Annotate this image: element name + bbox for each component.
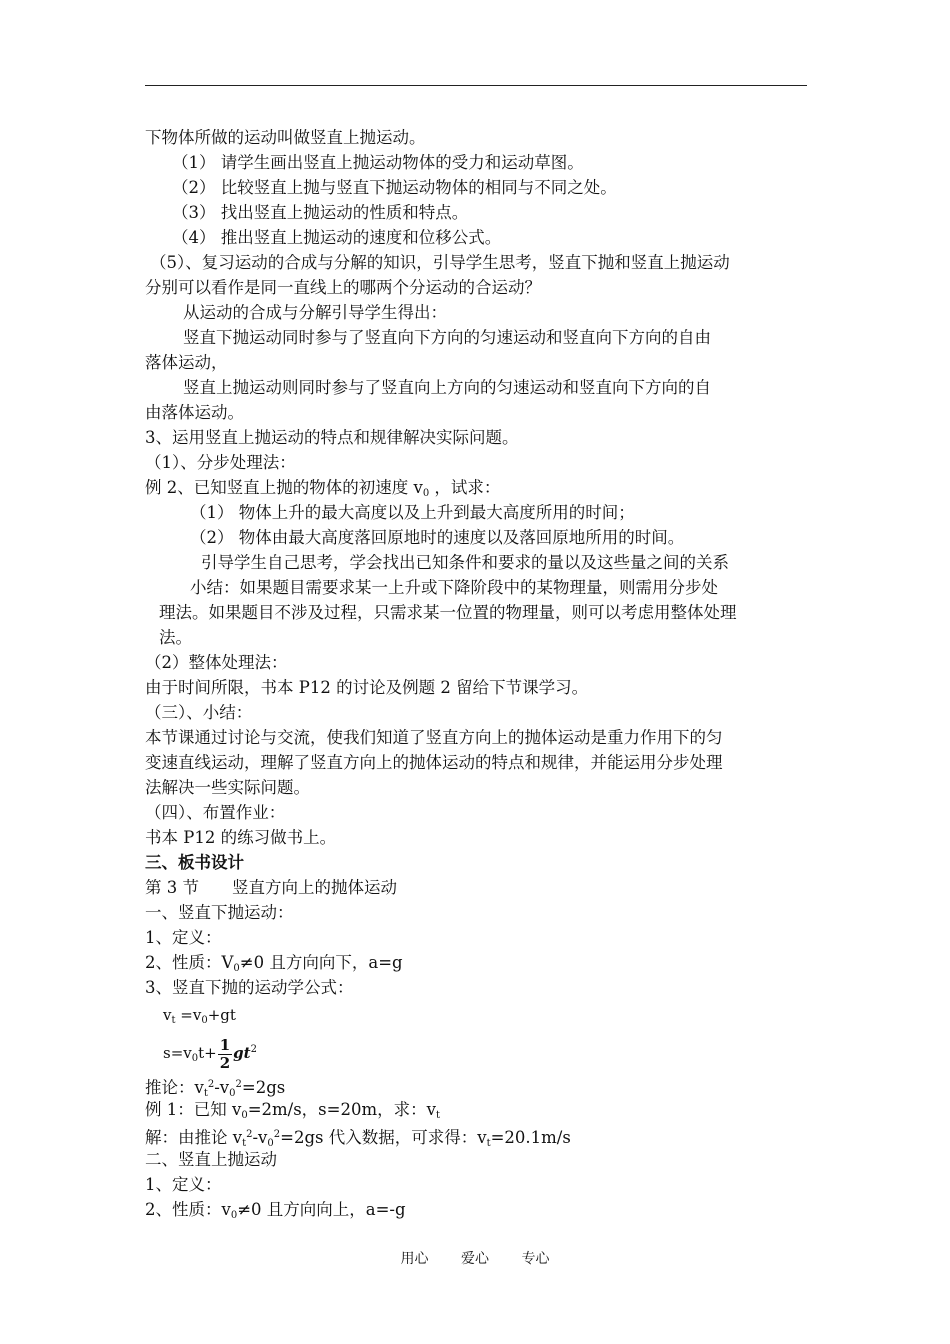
text-line: （1） 请学生画出竖直上抛运动物体的受力和运动草图。 [172,153,584,172]
text-run: 例 2、已知竖直上抛的物体的初速度 v [145,478,423,497]
text-line: （1） 物体上升的最大高度以及上升到最大高度所用的时间； [190,503,635,522]
subscript: 0 [267,1138,274,1149]
text-line: （四）、布置作业： [145,803,286,822]
subscript: t [435,1110,440,1121]
text-run: ≠0 且方向向上，a=-g [237,1200,406,1219]
text-line: （2） 比较竖直上抛与竖直下抛运动物体的相同与不同之处。 [172,178,617,197]
subscript: 0 [230,1210,238,1221]
text-run: =2m/s，s=20m，求：v [247,1100,436,1119]
section-heading: 三、板书设计 [145,853,244,872]
subscript: t [171,1015,176,1026]
subscript: 0 [191,1053,199,1064]
subscript: t [486,1138,491,1149]
subscript: 0 [422,488,430,499]
text-line: （2） 物体由最大高度落回原地时的速度以及落回原地所用的时间。 [190,528,685,547]
text-line: 1、定义： [145,1175,222,1194]
formula-s [163,1030,257,1070]
text-run: -v [252,1128,268,1147]
subscript: 0 [233,963,240,974]
header-rule [145,85,807,86]
text-run: gt [233,1044,251,1062]
subscript: 0 [201,1015,208,1026]
text-run: 例 1：已知 v [145,1100,242,1119]
formula-vt [163,1003,236,1033]
text-run: +gt [207,1006,236,1024]
text-line: 3、竖直下抛的运动学公式： [145,978,354,997]
superscript: 2 [246,1129,253,1140]
text-line: 分别可以看作是同一直线上的哪两个分运动的合运动？ [145,278,541,297]
text-line: 由于时间所限，书本 P12 的讨论及例题 2 留给下节课学习。 [145,678,589,697]
text-line: （4） 推出竖直上抛运动的速度和位移公式。 [172,228,502,247]
text-line: 理法。如果题目不涉及过程，只需求某一位置的物理量，则可以考虑用整体处理 [159,603,737,622]
text-line: 法。 [159,628,192,647]
text-line: 3、运用竖直上抛运动的特点和规律解决实际问题。 [145,428,519,447]
text-run: =2gs [241,1078,286,1097]
text-line: 法解决一些实际问题。 [145,778,310,797]
fraction-denominator: 2 [219,1053,231,1072]
footer-text: 专心 [521,1251,550,1267]
text-line: 从运动的合成与分解引导学生得出： [183,303,447,322]
text-run: v [163,1006,172,1024]
text-line: 竖直上抛运动则同时参与了竖直向上方向的匀速运动和竖直向下方向的自 [183,378,711,397]
subscript: t [203,1088,208,1099]
subscript: 0 [241,1110,248,1121]
text-line: （1）、分步处理法： [145,453,296,472]
fraction-numerator: 1 [219,1035,231,1054]
text-line: 引导学生自己思考，学会找出已知条件和要求的量以及这些量之间的关系 [201,553,729,572]
text-run: -v [214,1078,230,1097]
text-line: 变速直线运动，理解了竖直方向上的抛体运动的特点和规律，并能运用分步处理 [145,753,723,772]
superscript: 2 [273,1129,281,1140]
text-run: 2、性质：V [145,953,234,972]
footer-text: 用心 [400,1251,429,1267]
text-run: 推论：v [145,1078,204,1097]
text-line: （2）整体处理法： [145,653,288,672]
text-run: =20.1m/s [490,1128,571,1147]
text-line: 落体运动， [145,353,228,372]
fraction [218,1037,232,1072]
page-footer [0,1248,950,1268]
text-run: s=v [163,1044,192,1062]
text-run: 2、性质：v [145,1200,231,1219]
text-line: 1、定义： [145,928,222,947]
text-run: ≠0 且方向向下，a=g [239,953,403,972]
text-run: t+ [198,1044,217,1062]
text-line: 一、竖直下抛运动： [145,903,294,922]
superscript: 2 [250,1044,257,1055]
superscript: 2 [235,1079,242,1090]
text-line: （3） 找出竖直上抛运动的性质和特点。 [172,203,469,222]
text-line: （5）、复习运动的合成与分解的知识，引导学生思考，竖直下抛和竖直上抛运动 [150,253,730,272]
text-line [145,1198,406,1228]
text-run: ，试求： [429,478,501,497]
text-line: 书本 P12 的练习做书上。 [145,828,337,847]
text-run: =2gs 代入数据，可求得：v [280,1128,487,1147]
text-line: 本节课通过讨论与交流，使我们知道了竖直方向上的抛体运动是重力作用下的匀 [145,728,723,747]
text-run: 解：由推论 v [145,1128,243,1147]
text-line: 由落体运动。 [145,403,244,422]
text-line: 二、竖直上抛运动 [145,1150,277,1169]
text-run: =v [175,1006,202,1024]
text-line: （三）、小结： [145,703,253,722]
subscript: t [242,1138,247,1149]
text-line: 第 3 节 竖直方向上的抛体运动 [145,878,397,897]
text-line: 小结：如果题目需要求某一上升或下降阶段中的某物理量，则需用分步处 [190,578,718,597]
text-line: 竖直下抛运动同时参与了竖直向下方向的匀速运动和竖直向下方向的自由 [183,328,711,347]
subscript: 0 [229,1088,236,1099]
superscript: 2 [207,1079,215,1090]
footer-text: 爱心 [461,1251,489,1267]
text-line: 下物体所做的运动叫做竖直上抛运动。 [145,128,426,147]
